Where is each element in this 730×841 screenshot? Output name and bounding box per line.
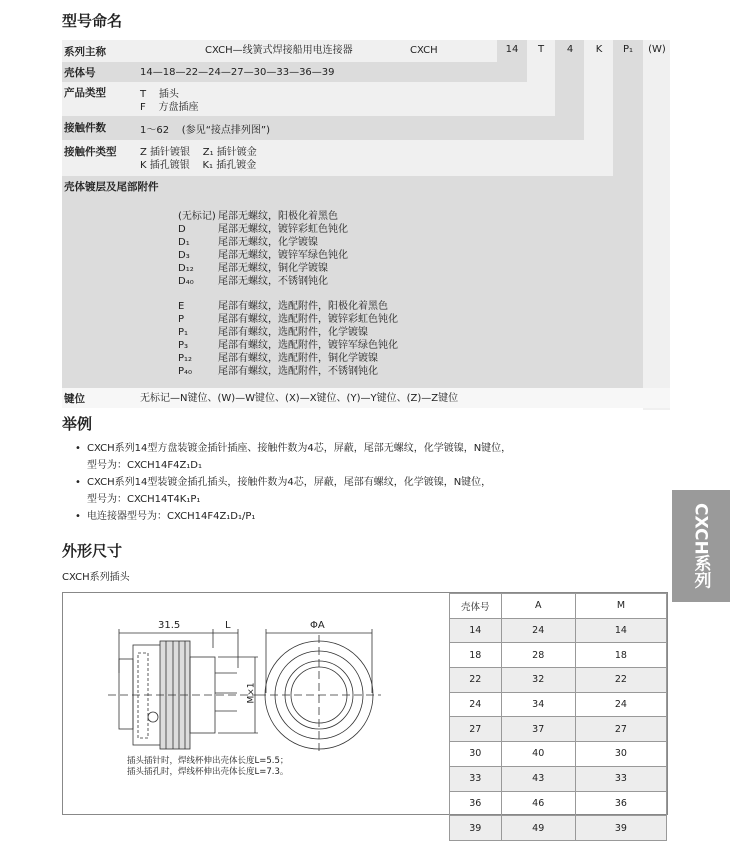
table-cell: 18 xyxy=(450,643,502,668)
coating-code: D xyxy=(178,224,186,235)
table-cell: 18 xyxy=(575,643,666,668)
coating-desc: 尾部无螺纹，镀锌彩虹色钝化 xyxy=(218,224,348,235)
coating-item xyxy=(178,236,348,249)
table-cell: 39 xyxy=(450,816,502,841)
code-contact-type: K xyxy=(595,44,603,55)
coating-code: P₁ xyxy=(178,327,189,338)
table-cell: 32 xyxy=(501,668,575,693)
dim-31-5: 31.5 xyxy=(158,620,181,631)
table-cell: 22 xyxy=(575,668,666,693)
row-label-shell: 壳体号 xyxy=(64,67,96,79)
drawing-box xyxy=(62,592,668,834)
table-row xyxy=(450,717,667,742)
table-header: 壳体号 xyxy=(450,594,502,619)
coating-desc: 尾部无螺纹，阳极化着黑色 xyxy=(218,211,338,222)
table-cell: 46 xyxy=(501,791,575,816)
row-label-coating: 壳体镀层及尾部附件 xyxy=(64,181,159,193)
dim-M: M×1 xyxy=(246,682,257,704)
row-label-contacts: 接触件数 xyxy=(64,122,106,134)
series-prefix: CXCH xyxy=(410,45,438,56)
coating-code: D₄₀ xyxy=(178,276,194,287)
coating-desc: 尾部有螺纹，选配附件，铜化学镀镍 xyxy=(218,353,378,364)
coating-item xyxy=(178,223,348,236)
table-cell: 27 xyxy=(575,717,666,742)
table-cell: 30 xyxy=(575,742,666,767)
code-key: (W) xyxy=(648,44,666,55)
row-label-series: 系列主称 xyxy=(64,46,106,58)
coating-code: D₁ xyxy=(178,237,190,248)
coating-item xyxy=(178,326,398,339)
coating-code: P₁₂ xyxy=(178,353,193,364)
type-line: F 方盘插座 xyxy=(140,102,199,113)
note: 插头插针时，焊线杯伸出壳体长度L=5.5； xyxy=(127,756,289,766)
row-label-key: 键位 xyxy=(64,393,85,405)
coating-code: D₁₂ xyxy=(178,263,194,274)
coating-item xyxy=(178,300,398,313)
coating-desc: 尾部无螺纹，不锈钢钝化 xyxy=(218,276,328,287)
table-header: M xyxy=(575,594,666,619)
table-cell: 14 xyxy=(450,618,502,643)
table-cell: 33 xyxy=(575,766,666,791)
coating-item xyxy=(178,210,348,223)
coating-item xyxy=(178,313,398,326)
table-row xyxy=(450,692,667,717)
coating-desc: 尾部无螺纹，铜化学镀镍 xyxy=(218,263,328,274)
dimensions-title: 外形尺寸 xyxy=(62,542,123,560)
table-cell: 43 xyxy=(501,766,575,791)
row-label-contact-type: 接触件类型 xyxy=(64,146,117,158)
coating-code: D₃ xyxy=(178,250,190,261)
coating-code: P xyxy=(178,314,185,325)
coating-item xyxy=(178,262,348,275)
coating-item xyxy=(178,339,398,352)
contact-type-line: K 插孔镀银 K₁ 插孔镀金 xyxy=(140,160,257,171)
coating-code: P₄₀ xyxy=(178,366,193,377)
table-row xyxy=(450,643,667,668)
row-label-type: 产品类型 xyxy=(64,87,106,99)
code-type: T xyxy=(537,44,545,55)
table-cell: 49 xyxy=(501,816,575,841)
table-cell: 24 xyxy=(501,618,575,643)
type-line: T 插头 xyxy=(140,89,179,100)
example-text: CXCH系列14型装镀金插孔插头，接触件数为4芯，屏蔽，尾部有螺纹，化学镀镍，N键位， xyxy=(87,477,492,488)
coating-item xyxy=(178,275,348,288)
page-title: 型号命名 xyxy=(62,12,123,30)
table-cell: 30 xyxy=(450,742,502,767)
shell-value: 14—18—22—24—27—30—33—36—39 xyxy=(140,67,335,78)
table-cell: 24 xyxy=(575,692,666,717)
code-shell: 14 xyxy=(505,44,519,55)
table-row xyxy=(450,791,667,816)
table-cell: 34 xyxy=(501,692,575,717)
table-row xyxy=(450,618,667,643)
code-coating: P₁ xyxy=(622,44,634,55)
example-text: CXCH系列14型方盘装镀金插针插座、接触件数为4芯，屏蔽，尾部无螺纹，化学镀镍，N键位， xyxy=(87,443,512,454)
examples-list: • CXCH系列14型方盘装镀金插针插座、接触件数为4芯，屏蔽，尾部无螺纹，化学镀镍，N键位， 型号为：CXCH14F4Z₁D₁ • CXCH系列14型装镀金插孔插头，接触件数为4芯，屏蔽，尾部有螺纹，化学镀镍，N键位， 型号为：CXCH14T4K₁P₁ • 电连接器型号为：CXCH14F4Z₁D₁/P₁ xyxy=(75,440,511,525)
example-model: 型号为：CXCH14T4K₁P₁ xyxy=(87,494,201,505)
coating-code: E xyxy=(178,301,185,312)
table-cell: 37 xyxy=(501,717,575,742)
dim-L: L xyxy=(225,620,231,631)
table-cell: 24 xyxy=(450,692,502,717)
dimension-table xyxy=(449,593,667,841)
code-contacts: 4 xyxy=(566,44,574,55)
key-value: 无标记—N键位、(W)—W键位、(X)—X键位、(Y)—Y键位、(Z)—Z键位 xyxy=(140,393,459,404)
table-cell: 36 xyxy=(575,791,666,816)
table-cell: 40 xyxy=(501,742,575,767)
coating-item xyxy=(178,365,398,378)
table-cell: 28 xyxy=(501,643,575,668)
example-model: 型号为：CXCH14F4Z₁D₁ xyxy=(87,460,203,471)
coating-desc: 尾部有螺纹，选配附件，阳极化着黑色 xyxy=(218,301,388,312)
note: 插头插孔时，焊线杯伸出壳体长度L=7.3。 xyxy=(127,767,289,777)
connector-drawing xyxy=(63,593,449,815)
table-cell: 14 xyxy=(575,618,666,643)
table-cell: 39 xyxy=(575,816,666,841)
coating-code: (无标记) xyxy=(178,211,216,222)
coating-item xyxy=(178,352,398,365)
table-row xyxy=(450,668,667,693)
dimensions-subtitle: CXCH系列插头 xyxy=(62,572,130,583)
table-header: A xyxy=(501,594,575,619)
table-row xyxy=(450,742,667,767)
table-row xyxy=(450,816,667,841)
table-cell: 22 xyxy=(450,668,502,693)
table-cell: 33 xyxy=(450,766,502,791)
coating-item xyxy=(178,249,348,262)
series-value: CXCH—线簧式焊接船用电连接器 xyxy=(205,45,353,56)
example-text: 电连接器型号为：CXCH14F4Z₁D₁/P₁ xyxy=(87,511,256,522)
coating-desc: 尾部有螺纹，选配附件，化学镀镍 xyxy=(218,327,368,338)
side-tab: CXCH系列 xyxy=(672,490,730,602)
coating-code: P₃ xyxy=(178,340,189,351)
table-cell: 27 xyxy=(450,717,502,742)
coating-desc: 尾部有螺纹，选配附件，不锈钢钝化 xyxy=(218,366,378,377)
coating-desc: 尾部有螺纹，选配附件，镀锌军绿色钝化 xyxy=(218,340,398,351)
contact-type-line: Z 插针镀银 Z₁ 插针镀金 xyxy=(140,147,257,158)
examples-title: 举例 xyxy=(62,415,93,433)
coating-desc: 尾部有螺纹，选配附件，镀锌彩虹色钝化 xyxy=(218,314,398,325)
table-cell: 36 xyxy=(450,791,502,816)
contacts-value: 1～62 (参见“接点排列图”) xyxy=(140,125,270,136)
coating-desc: 尾部无螺纹，镀锌军绿色钝化 xyxy=(218,250,348,261)
coating-desc: 尾部无螺纹，化学镀镍 xyxy=(218,237,318,248)
dim-A: ΦA xyxy=(310,620,325,631)
table-row xyxy=(450,766,667,791)
